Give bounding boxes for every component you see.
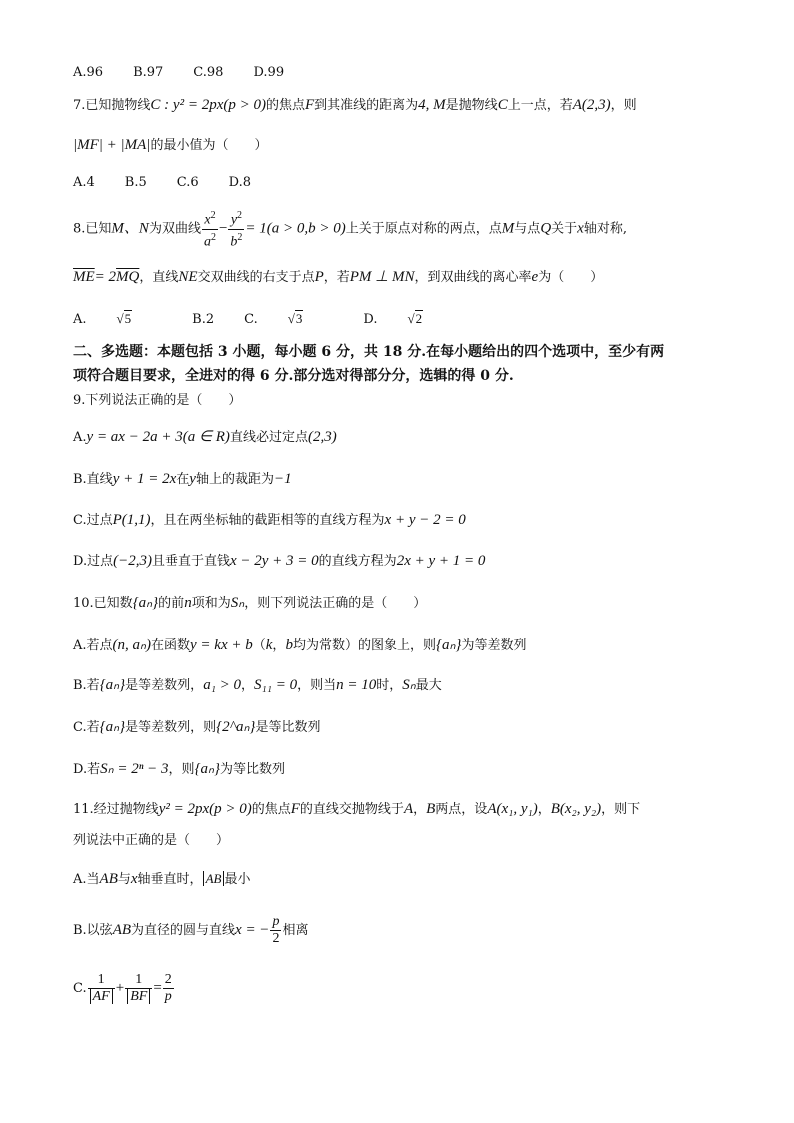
- q11-option-c: C. $\frac{1}{AF}$ + $\frac{1}{BF}$ = $\frac{2}{p}$: [73, 972, 172, 1004]
- reciprocal-bf-fraction: $\frac{1}{BF}$: [125, 972, 152, 1005]
- q6-options: [73, 64, 314, 82]
- q7-stem-line2: |MF| + |MA|的最小值为（ ）: [73, 137, 268, 153]
- q9-option-b: B.直线y + 1 = 2x在y轴上的裁距为−1: [73, 471, 292, 487]
- q6-option-b: B.97: [133, 65, 164, 80]
- q9-option-a: A.y = ax − 2a + 3(a ∈ R)直线必过定点(2,3): [73, 429, 337, 445]
- q6-option-a: A.96: [73, 65, 104, 80]
- q7-option-d: D.8: [228, 175, 252, 190]
- q8-stem: 8.已知M、N为双曲线 $\frac{x^2}{a^2}$ − $\frac{y^2}{b^2}$ = 1(a > 0,b > 0)上关于原点对称的两点，点M与点Q关于x轴对称,: [73, 210, 627, 250]
- p-over-2-fraction: $\frac{p}{2}$: [272, 914, 280, 946]
- q7-option-c: C.6: [176, 175, 199, 190]
- two-over-p-fraction: $\frac{2}{p}$: [164, 972, 172, 1004]
- reciprocal-af-fraction: $\frac{1}{AF}$: [88, 972, 115, 1005]
- q8-option-b: B.2: [192, 312, 215, 327]
- q8-stem-line2: $\overline{ME}= 2\overline{MQ}$，直线NE交双曲线的右支于点P，若PM ⊥ MN，到双曲线的离心率e为（ ）: [73, 269, 604, 285]
- q11-stem: 11.经过抛物线y² = 2px(p > 0)的焦点F的直线交抛物线于A，B两点，设A(x₁, y₁)，B(x₂, y₂)，则下: [73, 801, 641, 817]
- q7-option-b: B.5: [124, 175, 147, 190]
- q10-option-a: A.若点(n, aₙ)在函数y = kx + b（k，b均为常数）的图象上，则{aₙ}为等差数列: [73, 637, 527, 653]
- q6-option-c: C.98: [193, 65, 224, 80]
- hyperbola-x-term: $\frac{x^2}{a^2}$: [203, 210, 216, 250]
- q8-option-d: D. √2: [363, 311, 423, 327]
- q7-stem: 7.已知抛物线C : y² = 2px(p > 0)的焦点F到其准线的距离为4, M是抛物线C上一点，若A(2,3)，则: [73, 97, 637, 113]
- q7-options: [73, 174, 281, 192]
- q10-option-d: D.若Sₙ = 2ⁿ − 3，则{aₙ}为等比数列: [73, 761, 286, 777]
- q10-option-b: B.若{aₙ}是等差数列，a₁ > 0，S₁₁ = 0，则当n = 10时，Sₙ最大: [73, 677, 442, 693]
- section2-heading-line1: 二、多选题：本题包括 3 小题，每小题 6 分，共 18 分.在每小题给出的四个选项中，至少有两: [73, 344, 665, 360]
- q11-stem-line2: 列说法中正确的是（ ）: [73, 833, 230, 848]
- q11-option-b: B.以弦AB为直径的圆与直线x = − $\frac{p}{2}$ 相离: [73, 914, 309, 946]
- q10-option-c: C.若{aₙ}是等差数列，则{2^aₙ}是等比数列: [73, 719, 321, 735]
- q8-option-a: A. √5: [73, 311, 132, 327]
- q10-stem: 10.已知数{aₙ}的前n项和为Sₙ，则下列说法正确的是（ ）: [73, 595, 427, 611]
- section2-heading-line2: 项符合题目要求，全进对的得 6 分.部分选对得部分分，选辑的得 0 分.: [73, 368, 514, 384]
- q9-stem: 9.下列说法正确的是（ ）: [73, 393, 242, 408]
- q11-option-a: A.当AB与x轴垂直时， AB 最小: [73, 871, 251, 887]
- q9-option-d: D.过点(−2,3)且垂直于直钱x − 2y + 3 = 0的直线方程为2x + y + 1 = 0: [73, 553, 486, 569]
- q7-option-a: A.4: [73, 175, 95, 190]
- q8-option-c: C. √3: [244, 311, 303, 327]
- q8-options: [73, 310, 483, 329]
- q6-option-d: D.99: [253, 65, 285, 80]
- hyperbola-y-term: $\frac{y^2}{b^2}$: [230, 210, 243, 250]
- q9-option-c: C.过点P(1,1)，且在两坐标轴的截距相等的直线方程为x + y − 2 = 0: [73, 512, 466, 528]
